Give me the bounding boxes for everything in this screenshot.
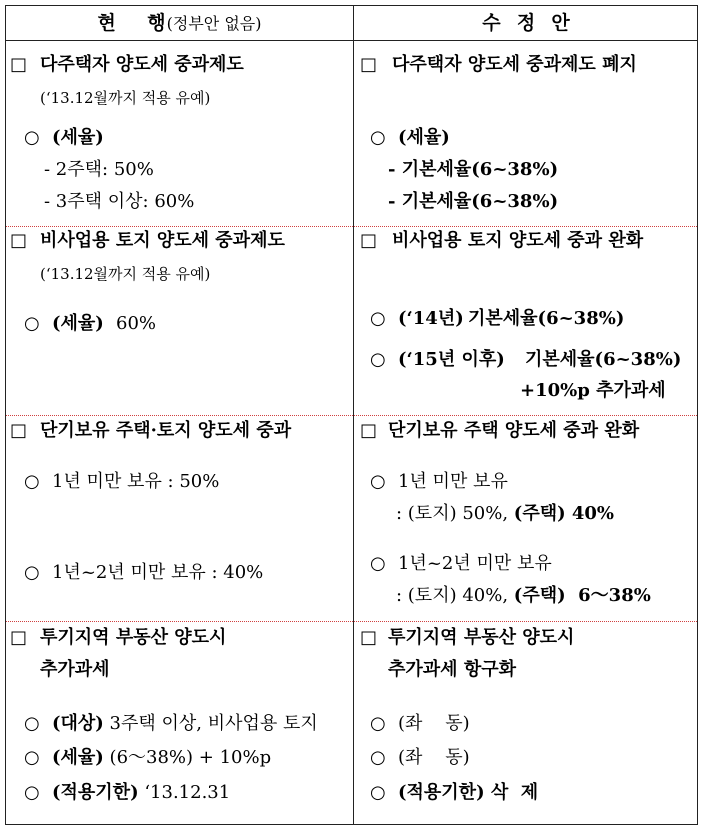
row2-right-b2-label: (‘15년 이후): [398, 349, 505, 370]
square-icon: □: [360, 627, 378, 648]
row3-right-b2: 1년~2년 미만 보유: [398, 553, 552, 574]
row1-left-note: (‘13.12월까지 적용 유예): [40, 89, 211, 107]
row2-right-b2-cont: +10%p 추가과세: [520, 380, 666, 401]
row4-left-b1-value: 3주택 이상, 비사업용 토지: [109, 713, 318, 734]
row4-left-b2-value: (6～38%) + 10%p: [109, 747, 272, 768]
row1-right-item: - 기본세율(6~38%): [388, 191, 559, 212]
circle-icon: ○: [370, 349, 386, 370]
row4-right-b3: [398, 781, 538, 805]
row3-left-heading: 단기보유 주택·토지 양도세 중과: [40, 420, 292, 441]
row2-left-bullet-value: 60%: [116, 313, 157, 334]
circle-icon: ○: [370, 553, 386, 574]
square-icon: □: [360, 54, 378, 75]
circle-icon: ○: [24, 782, 40, 803]
row3-right-b2-detail: [396, 584, 651, 608]
circle-icon: ○: [370, 747, 386, 768]
circle-icon: ○: [370, 713, 386, 734]
square-icon: □: [10, 627, 28, 648]
square-icon: □: [10, 420, 28, 441]
comparison-table: [5, 5, 698, 825]
row4-left-heading-line2: 추가과세: [40, 659, 110, 680]
circle-icon: ○: [24, 313, 40, 334]
row1-left-bullet-label: (세율): [52, 127, 104, 148]
row2-left-heading: 비사업용 토지 양도세 중과제도: [40, 230, 285, 251]
circle-icon: ○: [24, 127, 40, 148]
circle-icon: ○: [370, 782, 386, 803]
header-proposal: 수 정 안: [482, 12, 571, 34]
row4-left-b3: [52, 781, 230, 805]
row4-left-b2: [52, 746, 271, 770]
row3-right-b1-detail-bold: (주택) 40%: [513, 503, 615, 524]
row4-left-b2-label: (세율): [52, 747, 104, 768]
row3-right-b2-detail-bold: (주택) 6～38%: [513, 585, 651, 606]
row1-right-bullet-label: (세율): [398, 127, 450, 148]
row4-right-b1: (좌 동): [398, 713, 470, 734]
header-divider: [6, 40, 697, 41]
row2-right-heading: 비사업용 토지 양도세 중과 완화: [392, 230, 644, 251]
row4-left-b1-label: (대상): [52, 713, 104, 734]
row3-right-b1-detail: [396, 502, 614, 526]
row1-right-item: - 기본세율(6~38%): [388, 159, 559, 180]
square-icon: □: [360, 230, 378, 251]
row3-left-b1: 1년 미만 보유 : 50%: [52, 471, 220, 492]
square-icon: □: [10, 54, 28, 75]
circle-icon: ○: [24, 471, 40, 492]
row4-right-b3-value: 삭 제: [490, 782, 539, 803]
row3-right-b1: 1년 미만 보유: [398, 471, 508, 492]
header-current-title: 현 행: [97, 12, 167, 34]
row-divider: [6, 621, 697, 622]
row4-left-b3-label: (적용기한): [52, 782, 139, 803]
row4-right-heading-line1: 투기지역 부동산 양도시: [388, 627, 575, 648]
header-current: [6, 6, 353, 40]
row1-left-heading: 다주택자 양도세 중과제도: [40, 54, 244, 75]
row2-right-b2-value: 기본세율(6~38%): [525, 349, 682, 370]
square-icon: □: [10, 230, 28, 251]
circle-icon: ○: [24, 713, 40, 734]
circle-icon: ○: [370, 127, 386, 148]
row-divider: [6, 415, 697, 416]
row1-left-item: - 2주택: 50%: [44, 159, 154, 180]
row3-left-b2: 1년~2년 미만 보유 : 40%: [52, 562, 264, 583]
row2-right-b1-value: 기본세율(6~38%): [468, 308, 625, 329]
row2-left-note: (‘13.12월까지 적용 유예): [40, 265, 211, 283]
row1-right-heading: 다주택자 양도세 중과제도 폐지: [392, 54, 637, 75]
row4-left-b1: [52, 712, 318, 736]
circle-icon: ○: [370, 308, 386, 329]
row4-left-heading-line1: [40, 626, 226, 650]
row3-right-heading: 단기보유 주택 양도세 중과 완화: [388, 420, 640, 441]
row3-right-b1-detail-pre: : (토지) 50%,: [396, 503, 509, 524]
row-divider: [6, 226, 697, 227]
row4-right-b2: (좌 동): [398, 747, 470, 768]
row3-right-b2-detail-pre: : (토지) 40%,: [396, 585, 509, 606]
row2-right-b1-label: (‘14년): [398, 308, 464, 329]
square-icon: □: [360, 420, 378, 441]
row1-left-item: - 3주택 이상: 60%: [44, 191, 195, 212]
row4-right-heading-line2: 추가과세 항구화: [388, 659, 516, 680]
row4-right-b3-label: (적용기한): [398, 782, 485, 803]
circle-icon: ○: [24, 747, 40, 768]
circle-icon: ○: [24, 562, 40, 583]
row4-left-b3-value: ‘13.12.31: [144, 782, 231, 803]
row4-left-heading-line1-text: 투기지역 부동산 양도시: [40, 627, 227, 648]
header-current-sub: (정부안 없음): [166, 14, 262, 33]
row2-left-bullet-label: (세율): [52, 313, 104, 334]
circle-icon: ○: [370, 471, 386, 492]
